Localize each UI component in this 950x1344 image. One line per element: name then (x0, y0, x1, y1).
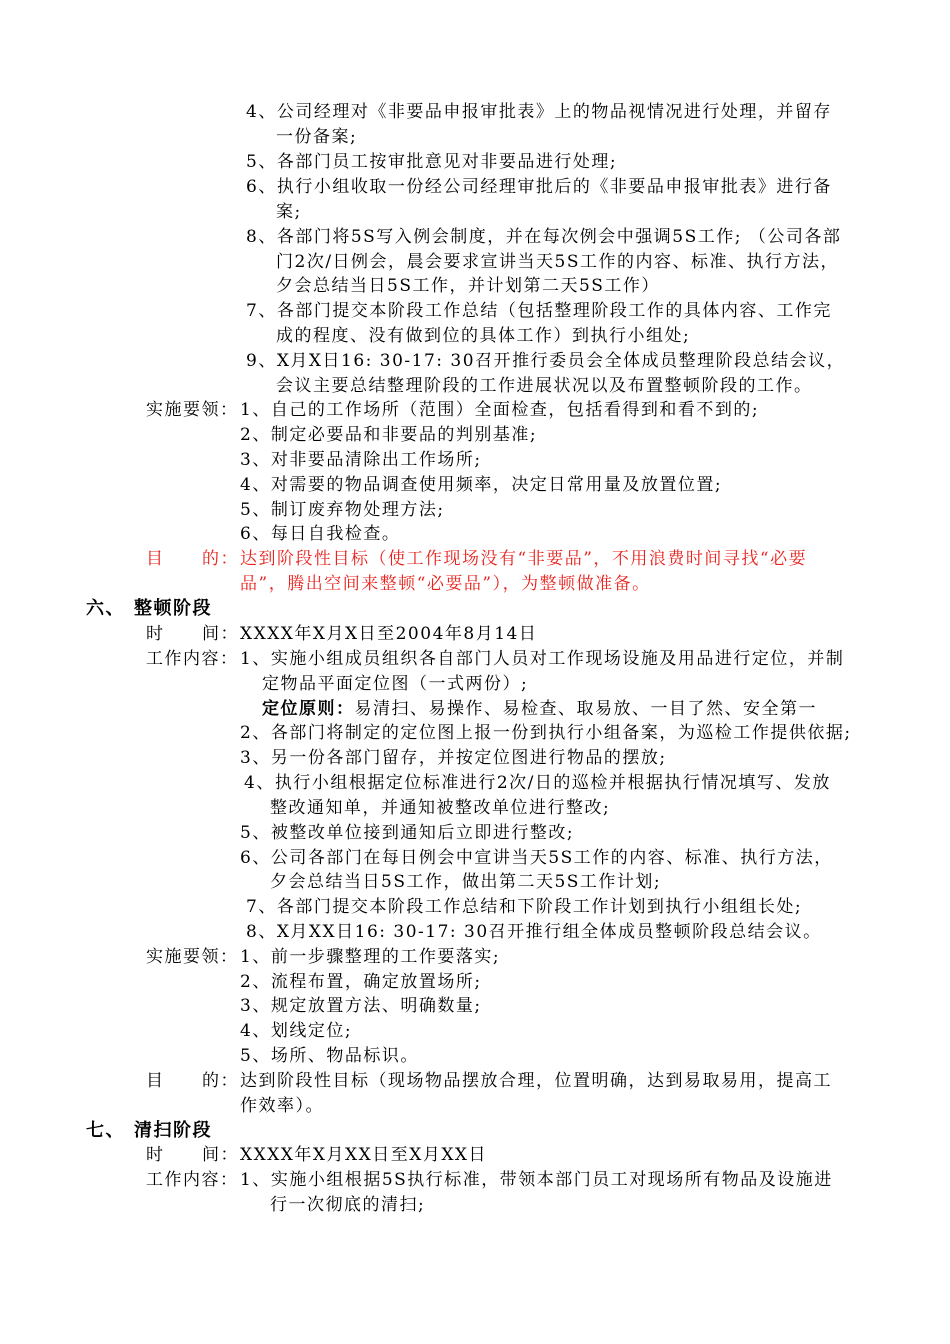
time-label: 时 (146, 624, 165, 644)
key-point: 2、流程布置，确定放置场所; (240, 972, 482, 992)
list-item: 7、各部门提交本阶段工作总结（包括整理阶段工作的具体内容、工作完 (246, 301, 832, 321)
work-item: 6、公司各部门在每日例会中宣讲当天5S工作的内容、标准、执行方法， (240, 848, 833, 868)
work-content-label: 工作内容： (146, 1170, 239, 1190)
key-point: 3、规定放置方法、明确数量; (240, 996, 482, 1016)
work-item: 1、实施小组根据5S执行标准，带领本部门员工对现场所有物品及设施进 (240, 1170, 833, 1190)
list-item-continuation: 一份备案; (276, 127, 358, 147)
key-point: 1、前一步骤整理的工作要落实; (240, 947, 501, 967)
principle-label: 定位原则： (262, 699, 355, 719)
key-point: 6、每日自我检查。 (240, 524, 401, 544)
key-point: 5、场所、物品标识。 (240, 1046, 419, 1066)
work-item: 7、各部门提交本阶段工作总结和下阶段工作计划到执行小组组长处; (246, 897, 803, 917)
list-item-continuation: 案; (276, 202, 302, 222)
purpose-label: 目 (146, 549, 165, 569)
section-number: 七、 (86, 1120, 125, 1141)
purpose-text: 达到阶段性目标（使工作现场没有“非要品”，不用浪费时间寻找“必要 (240, 549, 808, 569)
principle-text: 易清扫、易操作、易检查、取易放、一目了然、安全第一 (354, 699, 817, 719)
list-item-continuation: 门2次/日例会，晨会要求宣讲当天5S工作的内容、标准、执行方法， (276, 252, 840, 272)
work-item-continuation: 行一次彻底的清扫; (270, 1195, 426, 1215)
work-item: 4、执行小组根据定位标准进行2次/日的巡检并根据执行情况填写、发放 (244, 773, 831, 793)
key-points-label: 实施要领： (146, 400, 239, 420)
time-value: XXXX年X月X日至2004年8月14日 (240, 624, 538, 644)
time-label-suffix: 间： (202, 1145, 239, 1165)
positioning-principle (262, 697, 817, 721)
purpose-label-suffix: 的： (202, 1071, 239, 1091)
time-label-suffix: 间： (202, 624, 239, 644)
work-item: 1、实施小组成员组织各自部门人员对工作现场设施及用品进行定位，并制 (240, 649, 845, 669)
work-item-continuation: 夕会总结当日5S工作，做出第二天5S工作计划; (270, 872, 662, 892)
work-item: 8、X月XX日16: 30-17: 30召开推行组全体成员整顿阶段总结会议。 (246, 922, 822, 942)
list-item: 4、公司经理对《非要品申报审批表》上的物品视情况进行处理，并留存 (246, 102, 832, 122)
list-item: 6、执行小组收取一份经公司经理审批后的《非要品申报审批表》进行备 (246, 177, 832, 197)
key-points-label: 实施要领： (146, 947, 239, 967)
work-item: 5、被整改单位接到通知后立即进行整改; (240, 823, 575, 843)
list-item: 8、各部门将5S写入例会制度，并在每次例会中强调5S工作; （公司各部 (246, 227, 842, 247)
key-point: 2、制定必要品和非要品的判别基准; (240, 425, 538, 445)
section-title: 整顿阶段 (134, 598, 212, 619)
list-item: 5、各部门员工按审批意见对非要品进行处理; (246, 152, 618, 172)
section-number: 六、 (86, 598, 125, 619)
section-title: 清扫阶段 (134, 1120, 212, 1141)
work-item-continuation: 整改通知单，并通知被整改单位进行整改; (270, 798, 611, 818)
key-point: 3、对非要品清除出工作场所; (240, 450, 482, 470)
list-item-continuation: 夕会总结当日5S工作，并计划第二天5S工作） (276, 276, 660, 296)
key-point: 4、划线定位; (240, 1021, 353, 1041)
time-label: 时 (146, 1145, 165, 1165)
purpose-text-continuation: 品”，腾出空间来整顿“必要品”），为整顿做准备。 (240, 574, 651, 594)
work-item: 3、另一份各部门留存，并按定位图进行物品的摆放; (240, 748, 667, 768)
key-point: 1、自己的工作场所（范围）全面检查，包括看得到和看不到的; (240, 400, 760, 420)
list-item-continuation: 成的程度、没有做到位的具体工作）到执行小组处; (276, 326, 691, 346)
purpose-label: 目 (146, 1071, 165, 1091)
purpose-text-continuation: 作效率）。 (240, 1096, 324, 1116)
purpose-label-suffix: 的： (202, 549, 239, 569)
time-value: XXXX年X月XX日至X月XX日 (240, 1145, 488, 1165)
key-point: 5、制订废弃物处理方法; (240, 500, 445, 520)
work-content-label: 工作内容： (146, 649, 239, 669)
work-item: 2、各部门将制定的定位图上报一份到执行小组备案，为巡检工作提供依据; (240, 723, 852, 743)
work-item-continuation: 定物品平面定位图（一式两份）; (262, 674, 529, 694)
list-item: 9、X月X日16: 30-17: 30召开推行委员会全体成员整理阶段总结会议， (246, 351, 846, 371)
key-point: 4、对需要的物品调查使用频率，决定日常用量及放置位置; (240, 475, 723, 495)
list-item-continuation: 会议主要总结整理阶段的工作进展状况以及布置整顿阶段的工作。 (276, 376, 813, 396)
purpose-text: 达到阶段性目标（现场物品摆放合理，位置明确，达到易取易用，提高工 (240, 1071, 832, 1091)
